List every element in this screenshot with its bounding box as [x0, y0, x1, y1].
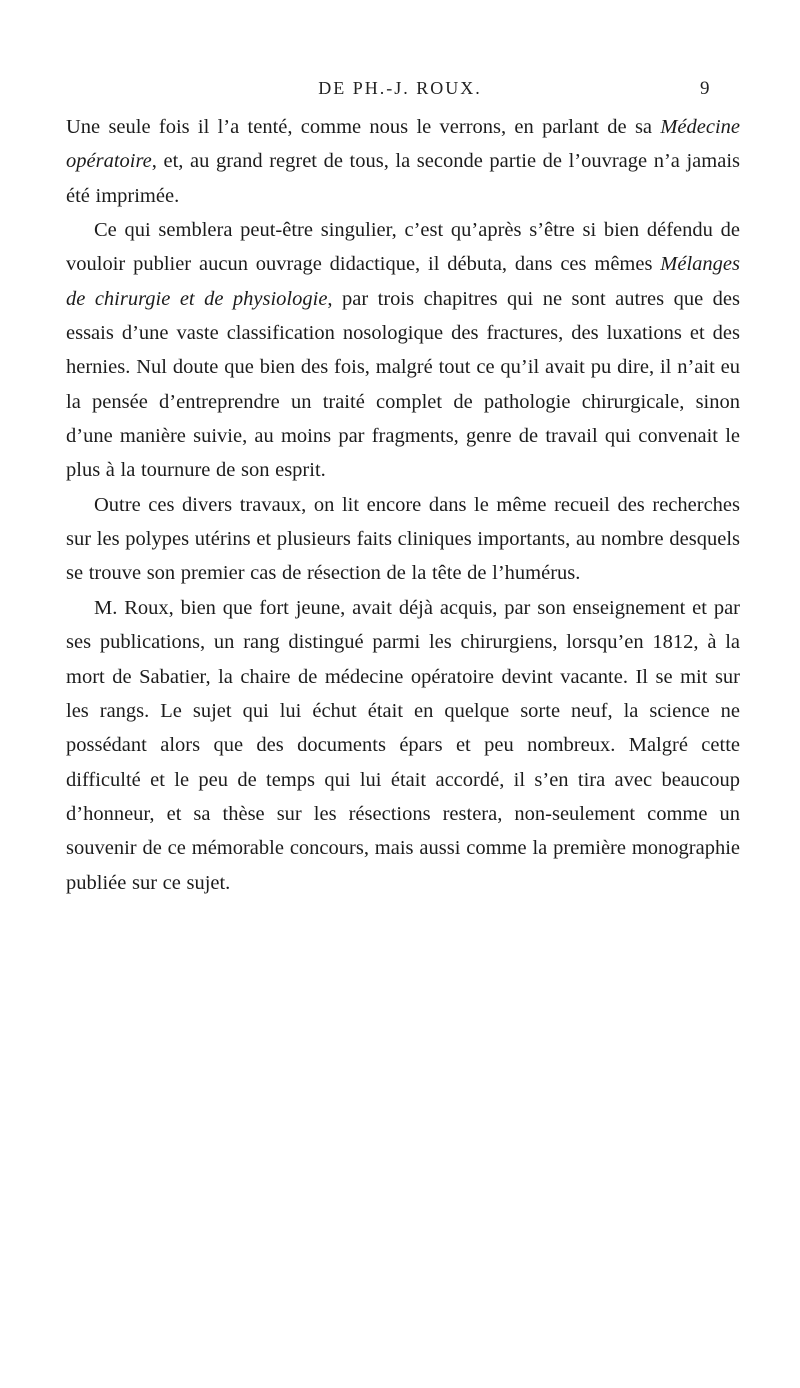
- italic-title-medecine-operatoire: Médecine opératoire: [66, 116, 740, 173]
- running-head: [0, 78, 800, 108]
- paragraph-text: , et, au grand regret de tous, la seconde partie de l’ouvrage n’a jamais été imprimée.: [66, 150, 740, 207]
- body-text: [66, 110, 740, 900]
- paragraph-4: [66, 591, 740, 900]
- paragraph-text: Ce qui semblera peut-être singulier, c’est qu’après s’être si bien défendu de vouloir publier aucun ouvrage didactique, il débuta, dans ces mêmes: [66, 219, 740, 276]
- paragraph-text: M. Roux, bien que fort jeune, avait déjà acquis, par son enseignement et par ses publications, un rang distingué parmi les chirurgiens, lorsqu’en 1812, à la mort de Sabatier, la chaire de médecine opératoire devint vacante. Il se mit sur les rangs. Le sujet qui lui échut était en quelque sorte neuf, la science ne possédant alors que des documents épars et peu nombreux. Malgré cette difficulté et le peu de temps qui lui était accordé, il s’en tira avec beaucoup d’honneur, et sa thèse sur les résections restera, non-seulement comme un souvenir de ce mémorable concours, mais aussi comme la première monographie publiée sur ce sujet.: [66, 596, 740, 894]
- paragraph-2: [66, 213, 740, 488]
- italic-title-melanges: Mélanges de chirurgie et de physiologie: [66, 253, 740, 310]
- paragraph-1: [66, 110, 740, 213]
- paragraph-text: Une seule fois il l’a tenté, comme nous le verrons, en parlant de sa: [66, 116, 661, 138]
- paragraph-text: , par trois chapitres qui ne sont autres que des essais d’une vaste classification nosologique des fractures, des luxations et des hernies. Nul doute que bien des fois, malgré tout ce qu’il avait pu dire, il n’ait eu la pensée d’entreprendre un traité complet de pathologie chirurgicale, sinon d’une manière suivie, au moins par fragments, genre de travail qui convenait le plus à la tournure de son esprit.: [66, 287, 740, 482]
- running-title: DE PH.-J. ROUX.: [318, 78, 482, 98]
- page-number: 9: [700, 78, 710, 99]
- paragraph-3: [66, 488, 740, 591]
- paragraph-text: Outre ces divers travaux, on lit encore dans le même recueil des recherches sur les polypes utérins et plusieurs faits cliniques importants, au nombre desquels se trouve son premier cas de résection de la tête de l’humérus.: [66, 493, 740, 585]
